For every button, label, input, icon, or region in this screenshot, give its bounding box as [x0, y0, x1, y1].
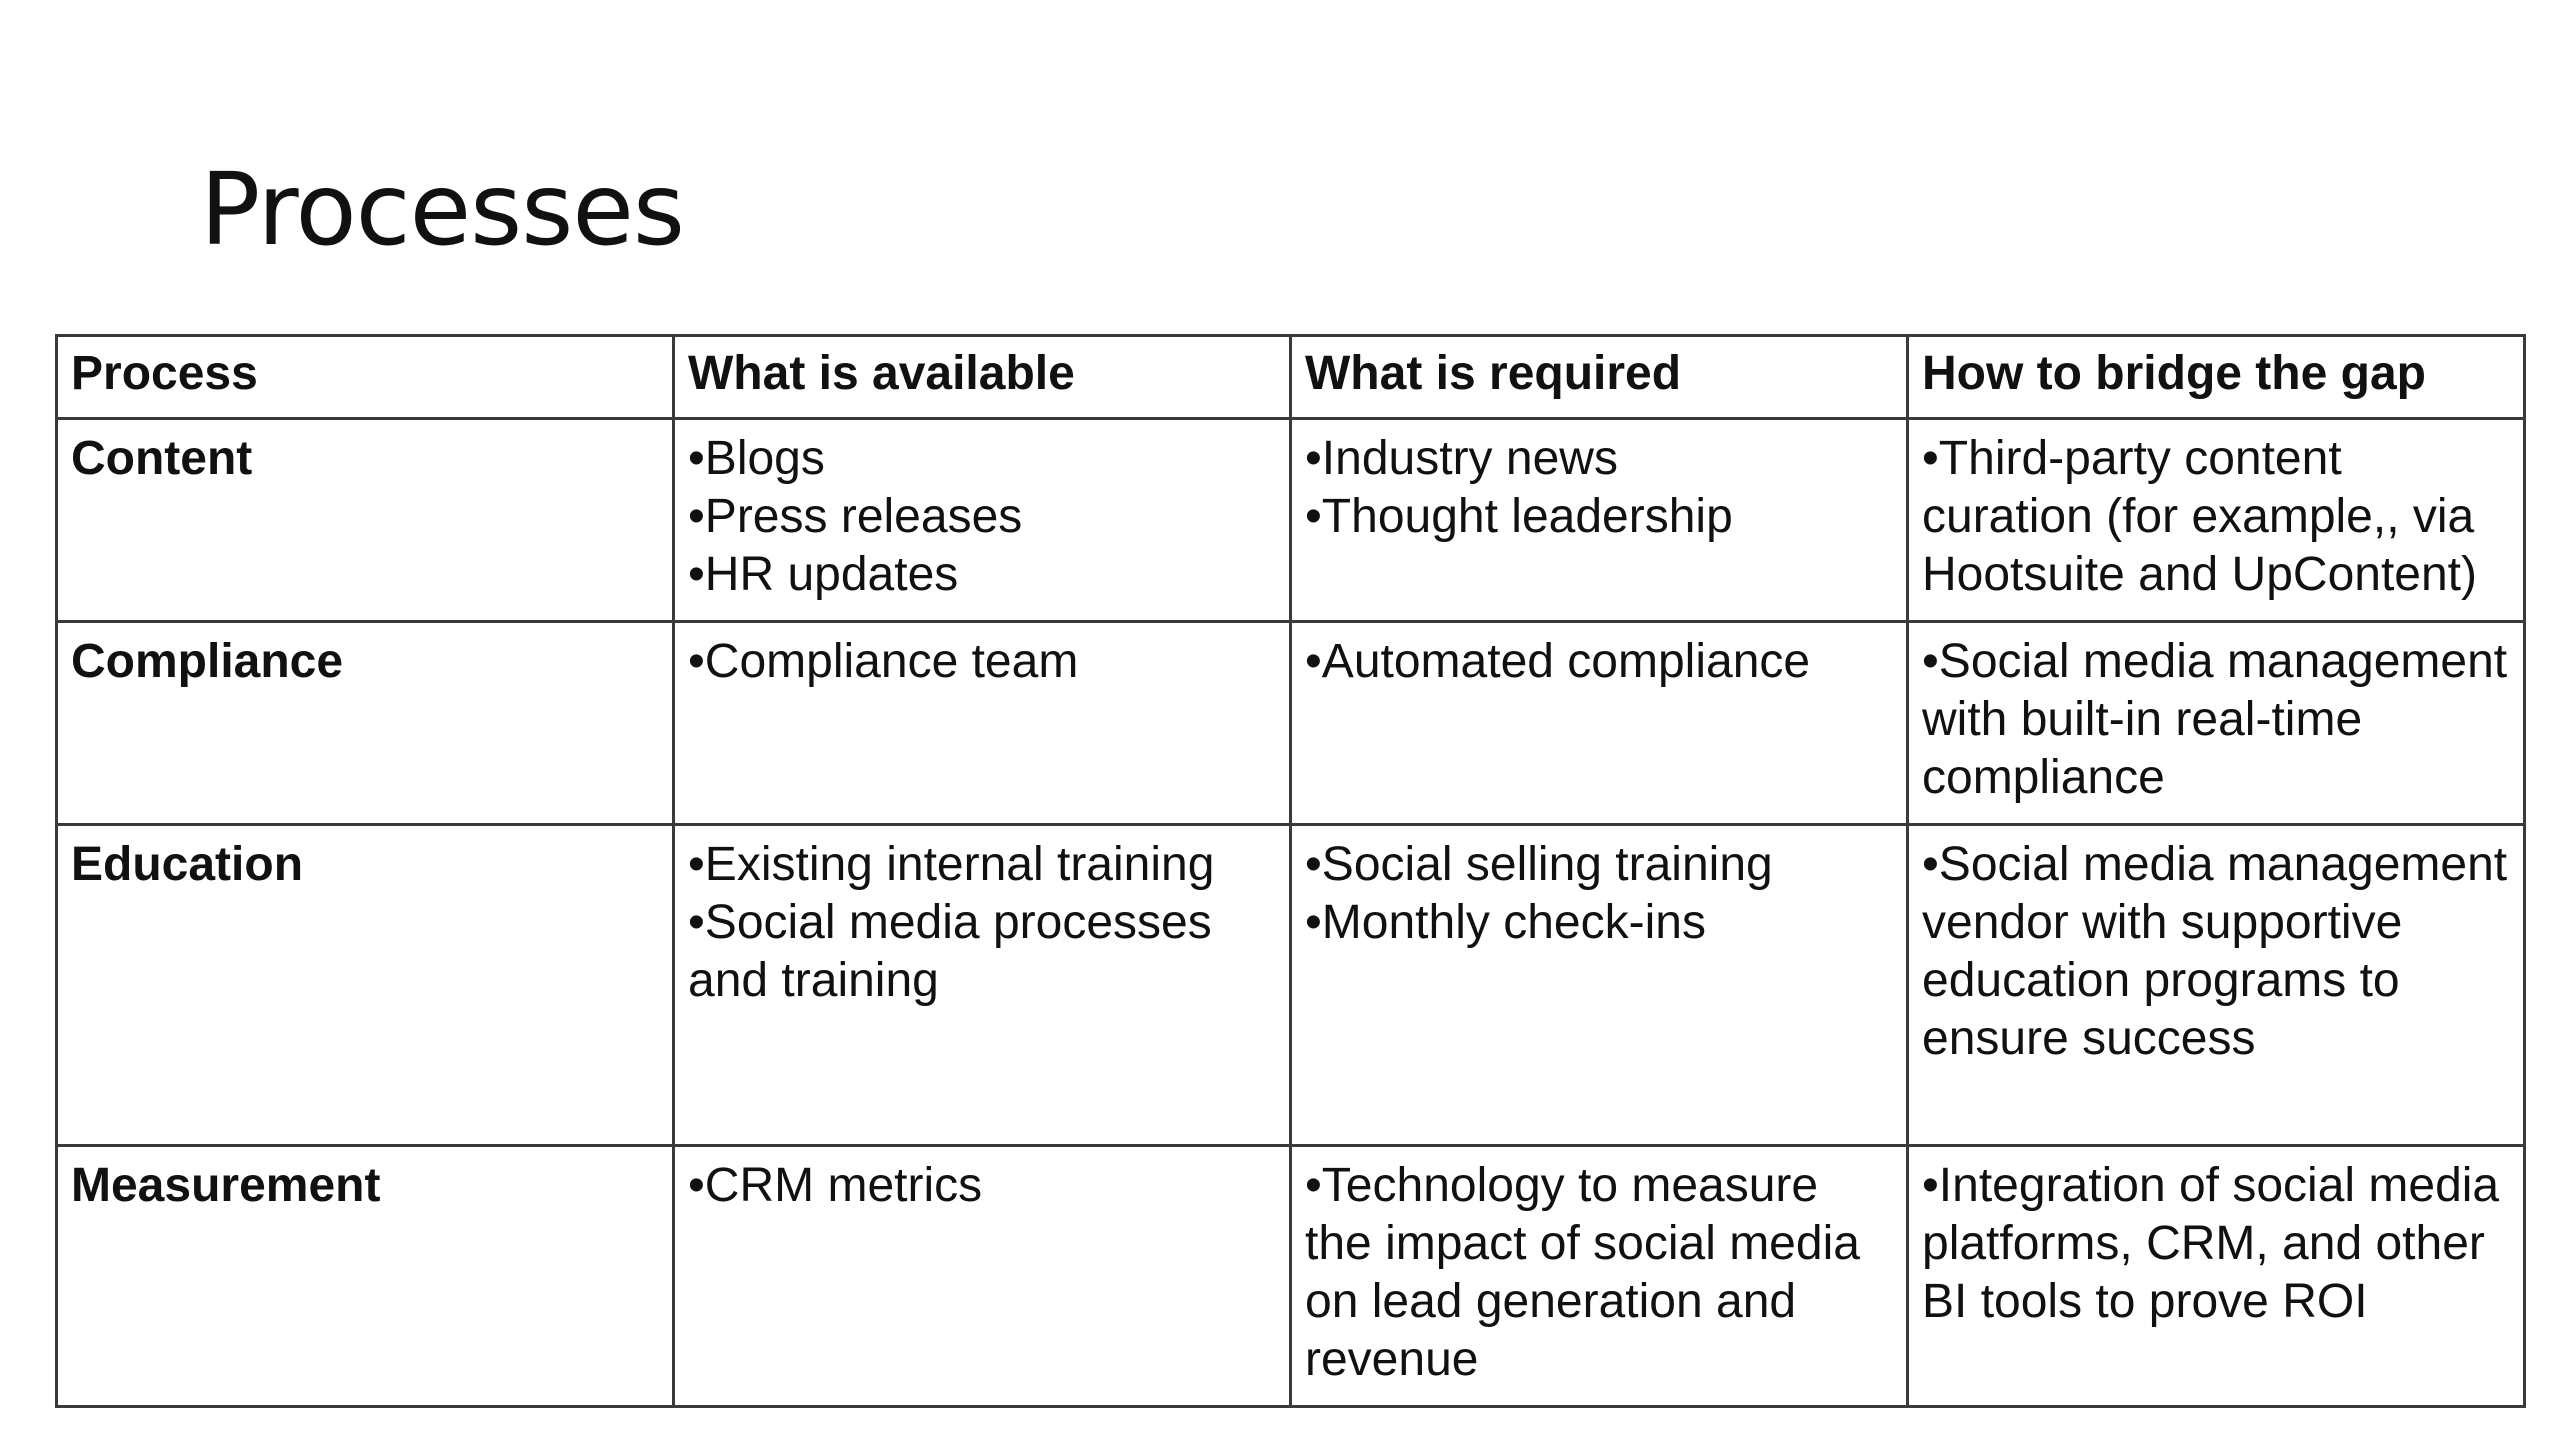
process-cell: Measurement: [57, 1146, 674, 1407]
slide-title: Processes: [200, 151, 684, 268]
process-cell: Compliance: [57, 622, 674, 825]
list-item: •Social selling training: [1305, 838, 1773, 891]
list-item: •HR updates: [688, 548, 959, 601]
list-item: •Social media processes and training: [688, 896, 1212, 1007]
header-required: What is required: [1291, 336, 1908, 419]
list-item: •Industry news: [1305, 432, 1618, 485]
required-cell: [1291, 419, 1908, 622]
header-process: Process: [57, 336, 674, 419]
bridge-cell: [1908, 419, 2525, 622]
list-item: •Press releases: [688, 490, 1023, 543]
required-cell: [1291, 825, 1908, 1146]
table-header-row: [57, 336, 2525, 419]
available-cell: [674, 622, 1291, 825]
list-item: •Monthly check-ins: [1305, 896, 1706, 949]
header-bridge: How to bridge the gap: [1908, 336, 2525, 419]
list-item: •Social media management with built-in real-time compliance: [1922, 635, 2508, 804]
process-cell: Content: [57, 419, 674, 622]
list-item: •Technology to measure the impact of social media on lead generation and revenue: [1305, 1159, 1860, 1386]
table-row-compliance: [57, 622, 2525, 825]
process-table: [55, 334, 2526, 1408]
required-cell: [1291, 622, 1908, 825]
bridge-cell: [1908, 622, 2525, 825]
bridge-cell: [1908, 1146, 2525, 1407]
list-item: •Automated compliance: [1305, 635, 1811, 688]
list-item: •Thought leadership: [1305, 490, 1733, 543]
available-cell: [674, 419, 1291, 622]
list-item: •Social media management vendor with supportive education programs to ensure success: [1922, 838, 2508, 1065]
bridge-cell: [1908, 825, 2525, 1146]
table-row-content: [57, 419, 2525, 622]
available-cell: [674, 825, 1291, 1146]
available-cell: [674, 1146, 1291, 1407]
list-item: •CRM metrics: [688, 1159, 983, 1212]
list-item: •Blogs: [688, 432, 825, 485]
process-cell: Education: [57, 825, 674, 1146]
table-row-education: [57, 825, 2525, 1146]
list-item: •Integration of social media platforms, CRM, and other BI tools to prove ROI: [1922, 1159, 2500, 1328]
table-row-measurement: [57, 1146, 2525, 1407]
required-cell: [1291, 1146, 1908, 1407]
list-item: •Third-party content curation (for example,, via Hootsuite and UpContent): [1922, 432, 2477, 601]
header-available: What is available: [674, 336, 1291, 419]
list-item: •Existing internal training: [688, 838, 1215, 891]
list-item: •Compliance team: [688, 635, 1079, 688]
